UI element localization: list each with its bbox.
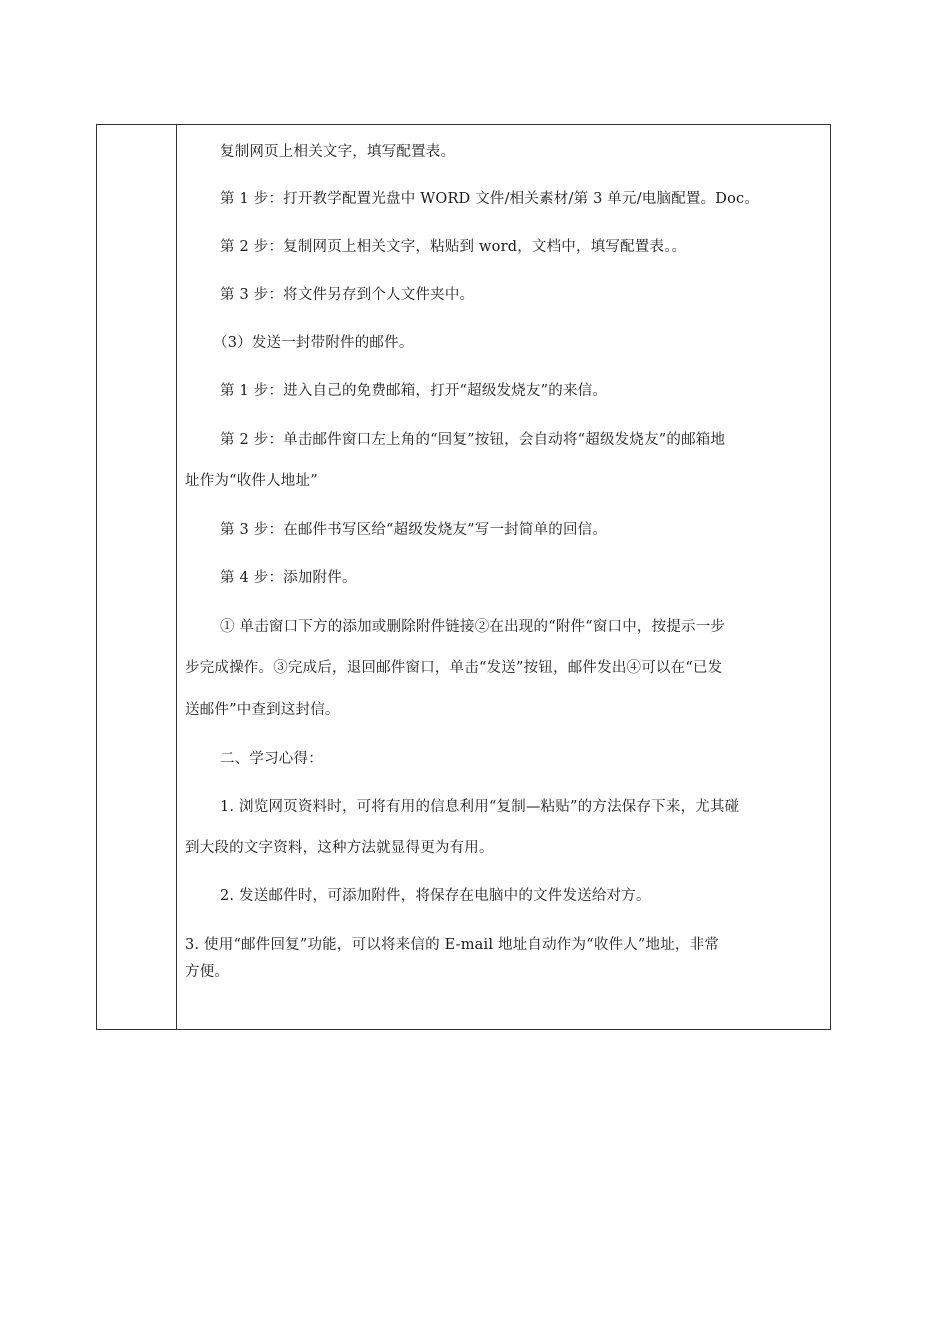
paragraph-line: 第 2 步：复制网页上相关文字，粘贴到 word，文档中，填写配置表。。 (220, 239, 687, 255)
paragraph-line: 2. 发送邮件时，可添加附件，将保存在电脑中的文件发送给对方。 (220, 888, 651, 904)
document-table (96, 124, 831, 1030)
paragraph-line: 第 3 步：将文件另存到个人文件夹中。 (220, 287, 475, 303)
paragraph-line: 第 4 步：添加附件。 (220, 570, 357, 586)
paragraph-line: 步完成操作。③完成后，退回邮件窗口，单击“发送”按钮，邮件发出④可以在“已发 (185, 660, 723, 676)
paragraph-line: 址作为“收件人地址” (185, 473, 318, 489)
paragraph-line: 第 2 步：单击邮件窗口左上角的“回复”按钮，会自动将“超级发烧友”的邮箱地 (220, 432, 726, 448)
paragraph-line: 送邮件”中查到这封信。 (185, 702, 340, 718)
table-content-cell (177, 125, 830, 1029)
paragraph-line: 方便。 (185, 964, 230, 980)
paragraph-line: 到大段的文字资料，这种方法就显得更为有用。 (185, 840, 494, 856)
paragraph-line: 第 1 步：进入自己的免费邮箱，打开“超级发烧友”的来信。 (220, 383, 608, 399)
paragraph-line: 第 3 步：在邮件书写区给“超级发烧友”写一封简单的回信。 (220, 522, 608, 538)
section-heading: 二、学习心得： (220, 751, 323, 767)
paragraph-line: 3. 使用“邮件回复”功能，可以将来信的 E-mail 地址自动作为“收件人”地址，非常 (185, 937, 720, 953)
paragraph-line: 第 1 步：打开教学配置光盘中 WORD 文件/相关素材/第 3 单元/电脑配置。Doc。 (220, 191, 760, 207)
paragraph-line: 复制网页上相关文字，填写配置表。 (220, 144, 456, 160)
paragraph-line: 1. 浏览网页资料时，可将有用的信息利用“复制—粘贴”的方法保存下来，尤其碰 (220, 799, 740, 815)
paragraph-line: ① 单击窗口下方的添加或删除附件链接②在出现的“附件“窗口中，按提示一步 (220, 619, 726, 635)
section-heading: （3）发送一封带附件的邮件。 (213, 335, 414, 351)
table-left-cell (97, 125, 177, 1029)
